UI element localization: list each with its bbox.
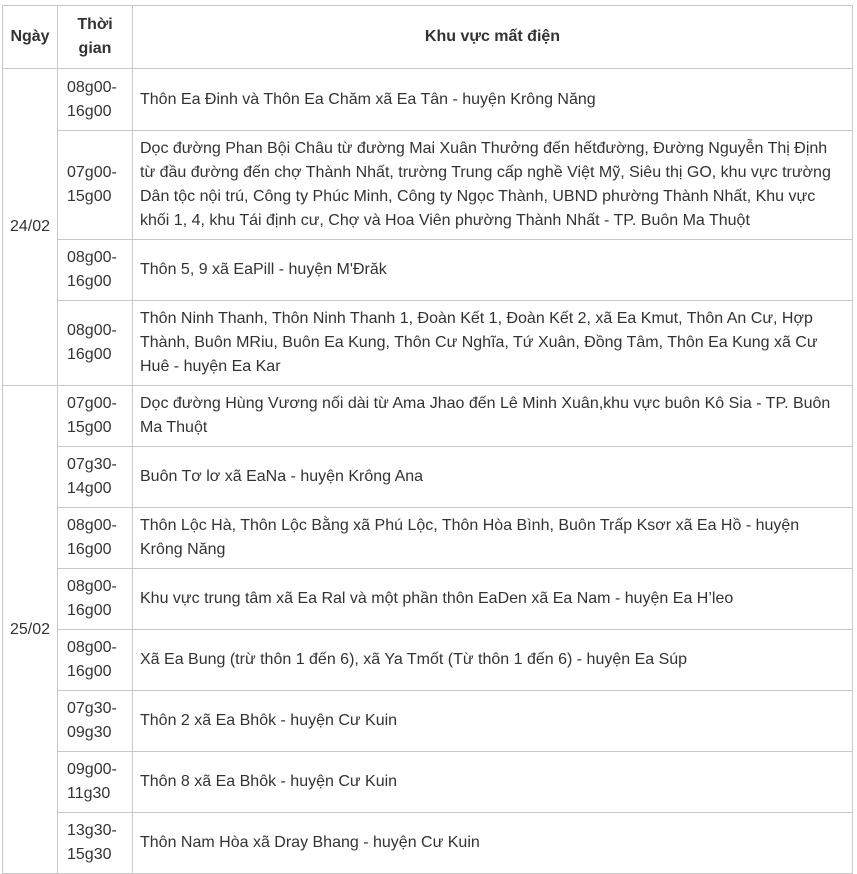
time-cell	[58, 630, 133, 691]
table-row	[3, 447, 853, 508]
table-row	[3, 630, 853, 691]
power-outage-table	[2, 5, 853, 874]
area-cell: Thôn Ninh Thanh, Thôn Ninh Thanh 1, Đoàn Kết 1, Đoàn Kết 2, xã Ea Kmut, Thôn An Cư, Hợp Thành, Buôn MRiu, Buôn Ea Kung, Thôn Cư Nghĩa, Tứ Xuân, Đồng Tâm, Thôn Ea Kung xã Cư Huê - huyện Ea Kar	[133, 301, 853, 386]
time-cell	[58, 131, 133, 240]
time-cell	[58, 752, 133, 813]
area-cell: Thôn 8 xã Ea Bhôk - huyện Cư Kuin	[133, 752, 853, 813]
table-row	[3, 569, 853, 630]
table-row	[3, 691, 853, 752]
time-text: 07g30-14g00	[67, 456, 117, 497]
time-text: 08g00-16g00	[67, 578, 117, 619]
time-text: 08g00-16g00	[67, 249, 117, 290]
table-row	[3, 301, 853, 386]
header-day: Ngày	[3, 6, 58, 69]
day-cell: 25/02	[3, 386, 58, 874]
area-cell: Thôn 2 xã Ea Bhôk - huyện Cư Kuin	[133, 691, 853, 752]
time-cell	[58, 447, 133, 508]
area-cell: Dọc đường Hùng Vương nối dài từ Ama Jhao đến Lê Minh Xuân,khu vực buôn Kô Sia - TP. Buôn Ma Thuột	[133, 386, 853, 447]
table-row	[3, 386, 853, 447]
area-cell: Thôn Ea Đinh và Thôn Ea Chăm xã Ea Tân - huyện Krông Năng	[133, 69, 853, 131]
header-area: Khu vực mất điện	[133, 6, 853, 69]
area-cell: Xã Ea Bung (trừ thôn 1 đến 6), xã Ya Tmốt (Từ thôn 1 đến 6) - huyện Ea Súp	[133, 630, 853, 691]
time-text: 08g00-16g00	[67, 322, 117, 363]
table-row	[3, 813, 853, 874]
time-cell	[58, 386, 133, 447]
time-cell	[58, 691, 133, 752]
table-row	[3, 69, 853, 131]
time-cell	[58, 508, 133, 569]
table-row	[3, 131, 853, 240]
area-cell: Thôn Lộc Hà, Thôn Lộc Bằng xã Phú Lộc, Thôn Hòa Bình, Buôn Trấp Ksơr xã Ea Hồ - huyện Krông Năng	[133, 508, 853, 569]
time-cell	[58, 69, 133, 131]
time-text: 13g30-15g30	[67, 822, 117, 863]
time-text: 08g00-16g00	[67, 517, 117, 558]
area-cell: Buôn Tơ lơ xã EaNa - huyện Krông Ana	[133, 447, 853, 508]
table-row	[3, 240, 853, 301]
area-cell: Thôn Nam Hòa xã Dray Bhang - huyện Cư Kuin	[133, 813, 853, 874]
time-text: 07g00-15g00	[67, 164, 117, 205]
time-text: 08g00-16g00	[67, 639, 117, 680]
time-cell	[58, 240, 133, 301]
time-cell	[58, 569, 133, 630]
day-cell: 24/02	[3, 69, 58, 386]
time-cell	[58, 301, 133, 386]
time-text: 07g00-15g00	[67, 395, 117, 436]
time-text: 08g00-16g00	[67, 78, 117, 120]
time-text: 07g30-09g30	[67, 700, 117, 741]
header-time: Thời gian	[58, 6, 133, 69]
table-row	[3, 752, 853, 813]
time-text: 09g00-11g30	[67, 761, 117, 802]
area-cell: Thôn 5, 9 xã EaPill - huyện M'Đrăk	[133, 240, 853, 301]
table-row	[3, 508, 853, 569]
time-cell	[58, 813, 133, 874]
header-row	[3, 6, 853, 69]
area-cell: Khu vực trung tâm xã Ea Ral và một phần thôn EaDen xã Ea Nam - huyện Ea H’leo	[133, 569, 853, 630]
area-cell: Dọc đường Phan Bội Châu từ đường Mai Xuân Thưởng đến hếtđường, Đường Nguyễn Thị Định từ đầu đường đến chợ Thành Nhất, trường Trung cấp nghề Việt Mỹ, Siêu thị GO, khu vực trường Dân tộc nội trú, Công ty Phúc Minh, Công ty Ngọc Thành, UBND phường Thành Nhất, Khu vực khối 1, 4, khu Tái định cư, Chợ và Hoa Viên phường Thành Nhất - TP. Buôn Ma Thuột	[133, 131, 853, 240]
